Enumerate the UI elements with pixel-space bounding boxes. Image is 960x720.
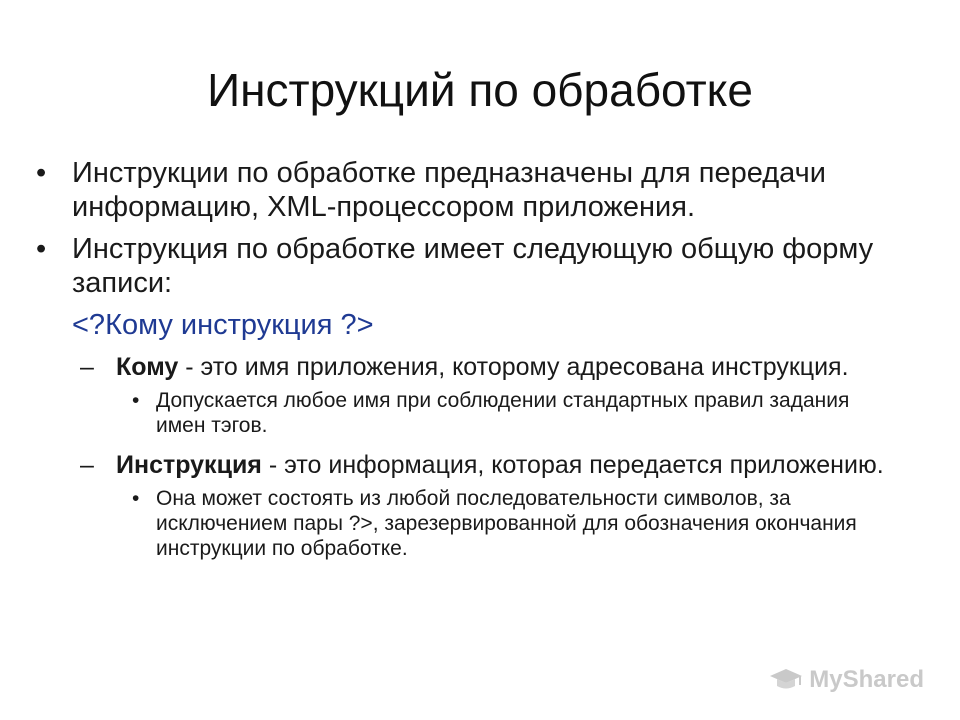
- sub-bullet-marker: •: [132, 487, 140, 510]
- sub-item-1: [36, 352, 916, 382]
- sub-note-2: [36, 486, 896, 561]
- bullet-text: Инструкции по обработке предназначены для передачи информацию, XML-процессором приложения.: [72, 157, 826, 223]
- sub-bullet-marker: •: [132, 389, 140, 412]
- slide-title: Инструкций по обработке: [207, 64, 753, 116]
- dash-marker: –: [80, 451, 94, 479]
- bullet-text: Инструкция по обработке имеет следующую общую форму записи:: [72, 233, 874, 299]
- bullet-item-2: [36, 232, 916, 300]
- term-bold: Инструкция: [116, 451, 262, 479]
- syntax-example: <?Кому инструкция ?>: [72, 309, 374, 341]
- watermark: [769, 666, 924, 694]
- bullet-marker: •: [36, 157, 47, 189]
- term-description: - это информация, которая передается приложению.: [261, 451, 884, 479]
- term-description: - это имя приложения, которому адресована инструкция.: [178, 353, 849, 381]
- sub-note-text: Она может состоять из любой последовательности символов, за исключением пары ?>, зарезервированной для обозначения окончания инструкции по обработке.: [156, 487, 857, 560]
- term-bold: Кому: [116, 353, 179, 381]
- sub-note-1: [36, 388, 896, 438]
- dash-marker: –: [80, 353, 94, 381]
- bullet-marker: •: [36, 233, 47, 265]
- slide-content: [36, 156, 916, 573]
- sub-item-2: [36, 450, 916, 480]
- watermark-text: MyShared: [809, 666, 924, 693]
- sub-note-text: Допускается любое имя при соблюдении стандартных правил задания имен тэгов.: [156, 389, 850, 437]
- mortarboard-icon: [769, 667, 803, 693]
- bullet-item-1: [36, 156, 916, 224]
